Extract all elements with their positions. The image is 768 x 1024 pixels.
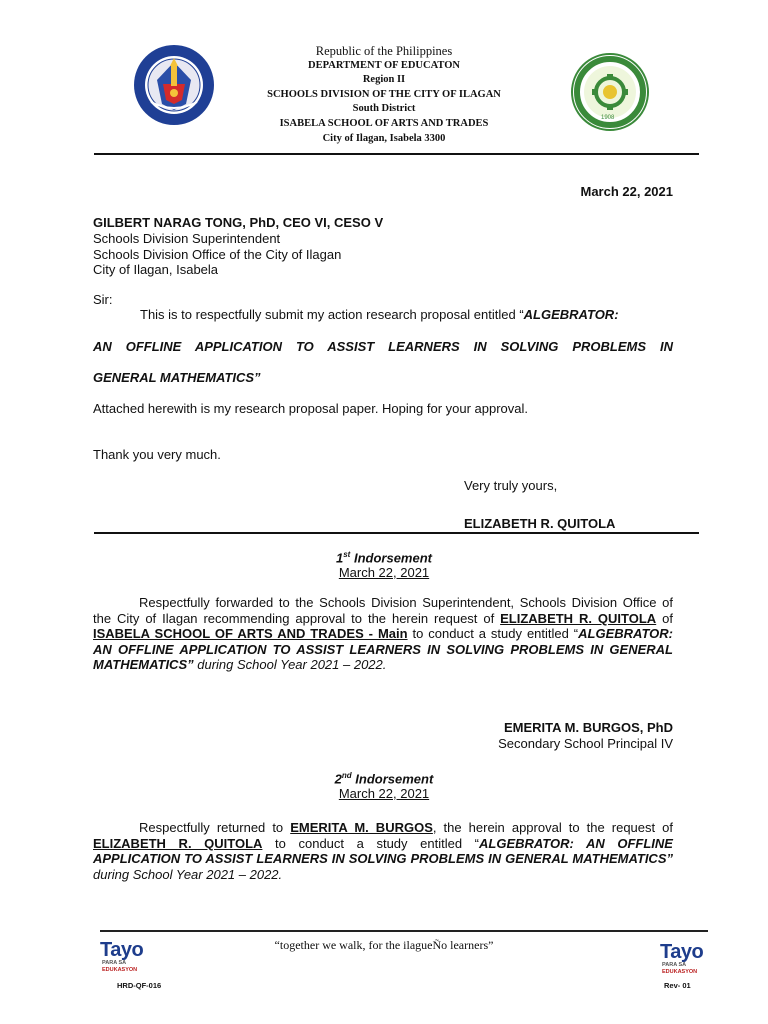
header-line-2: DEPARTMENT OF EDUCATON: [308, 59, 460, 71]
tayo-logo-word: Tayo: [100, 939, 144, 961]
tayo-logo-sub2: EDUKASYON: [102, 967, 138, 973]
indorsement-1-position: Secondary School Principal IV: [498, 736, 673, 751]
header-line-3: Region II: [362, 74, 406, 86]
i1-text-3: to conduct a study entitled “: [407, 626, 579, 641]
proposal-title-3: GENERAL MATHEMATICS”: [93, 370, 261, 385]
proposal-title-2: AN OFFLINE APPLICATION TO ASSIST LEARNERS IN SOLVING PROBLEMS IN: [93, 339, 673, 354]
letter-date: March 22, 2021: [580, 184, 673, 199]
indorsement-2-date: March 22, 2021: [338, 786, 430, 801]
i1-school-name: ISABELA SCHOOL OF ARTS AND TRADES - Main: [93, 626, 408, 641]
i1-text-4: during School Year 2021 – 2022.: [193, 657, 387, 672]
salutation: Sir:: [93, 292, 113, 307]
recipient-title: Schools Division Superintendent: [93, 231, 281, 246]
recipient-name: GILBERT NARAG TONG, PhD, CEO VI, CESO V: [93, 215, 384, 230]
header-line-1: Republic of the Philippines: [315, 44, 453, 58]
indorsement-2-heading: [0, 768, 768, 787]
school-seal: [571, 53, 649, 131]
i2-text-4: during School Year 2021 – 2022.: [93, 866, 283, 882]
i1-study-title: ALGEBRATOR: AN OFFLINE APPLICATION TO ASSIST LEARNERS IN SOLVING PROBLEMS IN GENERAL MATHEMATICS”: [93, 626, 673, 672]
i2-text-1: Respectfully returned to: [139, 820, 291, 835]
i2-study-title: ALGEBRATOR: AN OFFLINE APPLICATION TO ASSIST LEARNERS IN SOLVING PROBLEMS IN GENERAL MATHEMATICS”: [93, 835, 673, 866]
i2-text-3: to conduct a study entitled “: [262, 835, 479, 851]
indorsement-1-heading: [0, 547, 768, 566]
tayo-logo-left: [100, 940, 143, 974]
i1-text-2: of: [656, 610, 673, 626]
i2-requestor-name: ELIZABETH R. QUITOLA: [93, 835, 263, 851]
body-line-1: [140, 307, 675, 323]
indorsement-2-ordinal: 2: [334, 771, 342, 787]
recipient-city: City of Ilagan, Isabela: [93, 262, 219, 277]
i1-text-1: Respectfully forwarded to the Schools Division Superintendent, Schools Division Office of the City of Ilagan recommending approval to the herein request of: [93, 595, 673, 626]
tayo-logo-sub1: PARA SA: [102, 960, 127, 966]
body-lead: This is to respectfully submit my action research proposal entitled “: [140, 307, 524, 322]
tayo-logo-sub1-right: PARA SA: [662, 962, 687, 968]
indorsement-1-date: March 22, 2021: [338, 565, 430, 580]
footer-divider: [100, 930, 708, 932]
revision-code: Rev- 01: [664, 981, 691, 990]
school-seal-year: 1908: [601, 115, 615, 121]
footer-motto: “together we walk, for the ilagueÑo learners”: [274, 938, 494, 952]
indorsement-2-body: [93, 820, 673, 882]
i2-principal-name: EMERITA M. BURGOS: [290, 820, 433, 835]
signatory: ELIZABETH R. QUITOLA: [464, 516, 616, 531]
tayo-logo-sub2-right: EDUKASYON: [662, 969, 698, 975]
indorsement-1-signatory: EMERITA M. BURGOS, PhD: [504, 720, 673, 735]
indorsement-1-body: [93, 595, 673, 673]
indorsement-1-sup: st: [343, 550, 351, 559]
indorsement-1-ordinal: 1: [336, 550, 344, 566]
header-line-4: SCHOOLS DIVISION OF THE CITY OF ILAGAN: [267, 88, 501, 100]
i1-requestor-name: ELIZABETH R. QUITOLA: [500, 610, 657, 626]
tayo-logo-word-right: Tayo: [660, 941, 704, 963]
header-divider: [94, 153, 699, 155]
i2-text-2: , the herein approval to the request of: [432, 820, 674, 835]
attached-note: Attached herewith is my research proposal paper. Hoping for your approval.: [93, 401, 529, 416]
indorsement-1-label: Indorsement: [350, 550, 432, 566]
closing: Very truly yours,: [464, 478, 558, 493]
letterhead: [190, 44, 578, 146]
header-line-5: South District: [352, 103, 416, 115]
header-line-6: ISABELA SCHOOL OF ARTS AND TRADES: [279, 117, 489, 129]
proposal-title-1: ALGEBRATOR:: [523, 307, 619, 322]
section-divider: [94, 532, 699, 534]
indorsement-2-label: Indorsement: [351, 771, 434, 787]
header-line-7: City of Ilagan, Isabela 3300: [322, 132, 446, 144]
thanks-line: Thank you very much.: [93, 447, 221, 462]
indorsement-2-sup: nd: [341, 771, 352, 780]
recipient-office: Schools Division Office of the City of Ilagan: [93, 247, 342, 262]
form-code: HRD-QF-016: [117, 981, 162, 990]
tayo-logo-right: [660, 942, 703, 976]
